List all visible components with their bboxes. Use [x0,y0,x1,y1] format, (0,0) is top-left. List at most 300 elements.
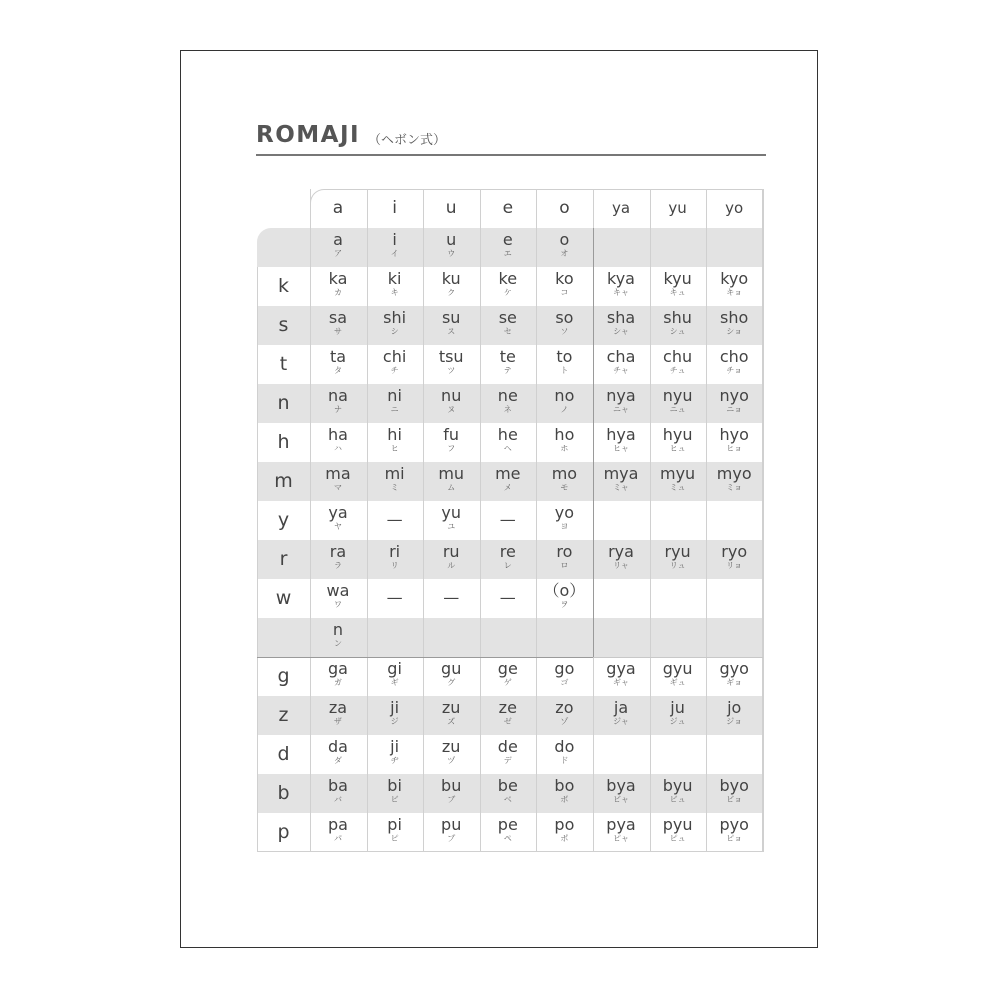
katakana-text: ズ [447,717,456,726]
romaji-text: de [497,737,518,756]
kana-cell [423,579,479,618]
romaji-text: pu [441,815,462,834]
kana-cell [706,267,762,306]
kana-cell [650,696,706,735]
katakana-text: ツ [447,366,456,375]
romaji-text: myu [659,464,696,483]
romaji-text: byo [719,776,749,795]
romaji-text: — [386,588,403,607]
kana-cell [536,384,592,423]
kana-cell [536,423,592,462]
kana-cell [536,735,592,774]
kana-cell [480,462,536,501]
kana-cell [367,345,423,384]
katakana-text: ン [334,639,342,648]
romaji-text: nyo [719,386,749,405]
kana-cell [310,696,366,735]
kana-cell [650,384,706,423]
romaji-text: hyu [662,425,693,444]
kana-cell [536,540,592,579]
kana-cell [310,501,366,540]
kana-cell [650,423,706,462]
katakana-text: ゴ [560,678,569,687]
kana-cell [480,345,536,384]
romaji-text: gu [441,659,462,678]
row-label: h [277,431,290,453]
romaji-text: to [556,347,573,366]
row-label: p [277,821,290,843]
romaji-text: bya [606,776,636,795]
romaji-text: zu [441,698,461,717]
kana-cell [310,345,366,384]
kana-cell [310,540,366,579]
romaji-text: mu [438,464,465,483]
romaji-text: ji [390,737,400,756]
kana-cell [706,384,762,423]
katakana-text: ノ [560,405,569,414]
column-header: yu [668,199,687,217]
romaji-text: ryo [721,542,748,561]
katakana-text: ヒャ [613,444,629,453]
column-header: a [332,198,344,218]
katakana-text: ビ [390,795,399,804]
kana-cell [480,735,536,774]
romaji-text: ki [387,269,402,288]
katakana-text: キャ [613,288,629,297]
katakana-text: ギャ [613,678,629,687]
romaji-text: ze [498,698,517,717]
kana-cell [536,501,592,540]
katakana-text: ム [447,483,456,492]
romaji-text: n [332,620,344,639]
katakana-text: ジャ [613,717,629,726]
katakana-text: ウ [447,249,456,258]
romaji-text: jo [727,698,742,717]
katakana-text: エ [503,249,512,258]
romaji-text: da [328,737,348,756]
katakana-text: ギュ [669,678,686,687]
romaji-text: fu [443,425,460,444]
romaji-text: re [499,542,516,561]
kana-cell [423,228,479,267]
kana-cell [706,813,762,852]
romaji-text: na [328,386,348,405]
romaji-text: zo [555,698,574,717]
romaji-text: yu [441,503,461,522]
kana-cell [423,735,479,774]
katakana-text: ガ [334,678,342,687]
romaji-text: shi [383,308,407,327]
kana-cell [367,306,423,345]
romaji-text: go [554,659,575,678]
kana-cell [536,462,592,501]
kana-cell [650,657,706,696]
katakana-text: ニ [390,405,399,414]
katakana-text: ニョ [726,405,743,414]
romaji-text: se [498,308,517,327]
kana-cell [310,657,366,696]
romaji-text: gi [387,659,402,678]
romaji-text: ke [498,269,518,288]
katakana-text: ザ [334,717,342,726]
romaji-text: nyu [662,386,693,405]
romaji-text: kyo [720,269,749,288]
katakana-text: ヨ [560,522,569,531]
kana-cell [423,696,479,735]
romaji-text: chu [663,347,693,366]
kana-cell [706,774,762,813]
row-label: g [277,665,290,687]
romaji-text: gyo [719,659,749,678]
kana-cell [593,774,649,813]
kana-cell [423,423,479,462]
kana-cell [310,306,366,345]
katakana-text: キョ [726,288,743,297]
katakana-text: ヤ [334,522,342,531]
katakana-text: ポ [560,834,569,843]
romaji-text: za [328,698,348,717]
katakana-text: セ [503,327,512,336]
kana-cell [706,462,762,501]
row-label: b [277,782,290,804]
katakana-text: ス [447,327,456,336]
romaji-text: hi [387,425,402,444]
kana-cell [480,696,536,735]
katakana-text: ヘ [503,444,512,453]
katakana-text: テ [503,366,512,375]
romaji-text: shu [663,308,692,327]
romaji-text: mo [551,464,578,483]
katakana-text: バ [334,795,342,804]
romaji-text: ne [497,386,518,405]
romaji-text: ko [555,269,574,288]
kana-cell [706,657,762,696]
romaji-text: gyu [662,659,693,678]
page-title: ROMAJI [256,122,361,148]
katakana-text: ト [560,366,569,375]
katakana-text: ヒ [390,444,399,453]
kana-cell [367,579,423,618]
katakana-text: リ [390,561,399,570]
kana-cell [367,501,423,540]
kana-cell [593,540,649,579]
row-label: r [279,548,288,570]
kana-cell [593,813,649,852]
romaji-text: ho [554,425,575,444]
katakana-text: ギ [390,678,399,687]
katakana-text: ハ [334,444,342,453]
katakana-text: ゲ [503,678,512,687]
kana-cell [310,774,366,813]
kana-cell [536,774,592,813]
romaji-text: sa [328,308,348,327]
katakana-text: ビュ [669,795,686,804]
katakana-text: デ [503,756,512,765]
katakana-text: ヂ [390,756,399,765]
romaji-text: be [497,776,518,795]
katakana-text: ミ [390,483,399,492]
katakana-text: ル [447,561,456,570]
katakana-text: ニュ [669,405,686,414]
katakana-text: シャ [613,327,629,336]
katakana-text: ギョ [726,678,743,687]
katakana-text: ピョ [726,834,743,843]
kana-cell [423,306,479,345]
kana-cell [367,774,423,813]
kana-cell [423,384,479,423]
kana-cell [536,657,592,696]
romaji-text: no [554,386,575,405]
katakana-text: ケ [503,288,512,297]
romaji-text: su [441,308,461,327]
katakana-text: ダ [334,756,342,765]
katakana-text: シ [390,327,399,336]
romaji-text: — [386,510,403,529]
romaji-text: ro [556,542,573,561]
kana-cell [480,384,536,423]
column-header: ya [611,199,631,217]
katakana-text: ク [447,288,456,297]
katakana-text: ジュ [669,717,686,726]
romaji-text: cha [606,347,636,366]
row-label: z [278,704,289,726]
kana-cell [480,228,536,267]
kana-cell [536,306,592,345]
kana-cell [706,306,762,345]
kana-cell [593,657,649,696]
kana-cell [593,423,649,462]
katakana-text: ヌ [447,405,456,414]
katakana-text: オ [560,249,569,258]
kana-cell [706,696,762,735]
katakana-text: サ [334,327,342,336]
row-label: t [279,353,288,375]
romaji-text: — [499,510,516,529]
katakana-text: チ [390,366,399,375]
column-header: o [559,198,570,218]
romaji-text: he [497,425,518,444]
row-label: n [277,392,290,414]
romaji-text: nya [606,386,636,405]
katakana-text: ソ [560,327,569,336]
katakana-text: ヅ [447,756,456,765]
romaji-text: cho [719,347,749,366]
row-label: m [274,470,293,492]
kana-cell [593,345,649,384]
kana-cell [423,774,479,813]
katakana-text: ベ [503,795,512,804]
kana-cell [367,735,423,774]
kana-cell [650,345,706,384]
kana-cell [310,618,366,657]
kana-cell [310,423,366,462]
romaji-text: mya [603,464,639,483]
romaji-text: a [333,230,343,249]
katakana-text: チョ [726,366,743,375]
katakana-text: コ [560,288,569,297]
romaji-text: sho [720,308,749,327]
katakana-text: ゼ [503,717,512,726]
column-header: u [445,198,457,218]
romaji-text: pi [387,815,402,834]
romaji-text: wa [326,581,350,600]
kana-cell [367,462,423,501]
kana-cell [367,540,423,579]
kana-cell [480,501,536,540]
kana-cell [423,345,479,384]
kana-cell [706,345,762,384]
kana-cell [367,228,423,267]
romaji-text: byu [662,776,693,795]
katakana-text: メ [503,483,512,492]
kana-cell [706,540,762,579]
romaji-text: do [554,737,575,756]
katakana-text: チャ [613,366,629,375]
katakana-text: シュ [669,327,686,336]
romaji-text: ha [328,425,348,444]
kana-cell [423,501,479,540]
column-header: e [502,198,514,218]
kana-cell [650,540,706,579]
kana-cell [367,267,423,306]
katakana-text: ピ [390,834,399,843]
kana-cell [650,813,706,852]
romaji-text: bo [554,776,575,795]
katakana-text: キ [390,288,399,297]
row-label: s [278,314,289,336]
romaji-text: ri [389,542,401,561]
romaji-text: ja [613,698,629,717]
column-header: yo [725,199,744,217]
romaji-text: ba [328,776,348,795]
romaji-text: ge [497,659,518,678]
katakana-text: リャ [613,561,629,570]
romaji-text: pa [328,815,348,834]
katakana-text: ニャ [613,405,629,414]
row-label: w [275,587,292,609]
romaji-text: ni [387,386,402,405]
katakana-text: ゾ [560,717,569,726]
katakana-text: カ [334,288,342,297]
kana-cell [536,345,592,384]
kana-cell [480,540,536,579]
kana-cell [367,813,423,852]
katakana-text: ミャ [613,483,629,492]
romaji-text: i [392,230,397,249]
romaji-text: me [495,464,521,483]
kana-cell [310,228,366,267]
katakana-text: ヒョ [726,444,743,453]
katakana-text: キュ [669,288,686,297]
katakana-text: プ [447,834,456,843]
kana-cell [367,696,423,735]
kana-cell [310,267,366,306]
row-label [257,618,310,657]
romaji-text: chi [382,347,407,366]
romaji-text: pyu [662,815,693,834]
katakana-text: モ [560,483,569,492]
katakana-text: ラ [334,561,342,570]
kana-cell [480,423,536,462]
kana-cell [536,228,592,267]
katakana-text: ビョ [726,795,743,804]
katakana-text: ワ [334,600,342,609]
kana-cell [423,540,479,579]
katakana-text: ネ [503,405,512,414]
kana-cell [310,735,366,774]
kana-cell [480,657,536,696]
kana-cell [480,306,536,345]
katakana-text: ヲ [560,600,569,609]
kana-cell [536,696,592,735]
kana-cell [536,579,592,618]
katakana-text: レ [503,561,512,570]
katakana-text: リュ [669,561,686,570]
romaji-text: o [559,230,570,249]
katakana-text: ピャ [613,834,629,843]
katakana-text: タ [334,366,342,375]
kana-cell [423,462,479,501]
katakana-text: ショ [726,327,743,336]
katakana-text: チュ [669,366,686,375]
romaji-text: tsu [438,347,464,366]
romaji-text: myo [716,464,752,483]
romaji-text: ka [328,269,348,288]
row-label [257,228,310,267]
romaji-text: e [502,230,513,249]
romaji-text: kyu [663,269,692,288]
katakana-text: ミュ [669,483,686,492]
kana-cell [310,579,366,618]
kana-cell [593,267,649,306]
katakana-text: グ [447,678,456,687]
row-label: y [277,509,290,531]
romaji-text: hya [606,425,636,444]
romaji-text: ra [329,542,347,561]
romaji-text: ya [328,503,348,522]
romaji-text: zu [441,737,461,756]
romaji-text: hyo [719,425,749,444]
katakana-text: ミョ [726,483,743,492]
katakana-text: ア [334,249,342,258]
romaji-text: rya [608,542,634,561]
romaji-text: ta [329,347,347,366]
kana-cell [536,813,592,852]
kana-cell [536,267,592,306]
katakana-text: ジ [390,717,399,726]
katakana-text: ペ [503,834,512,843]
romaji-text: pya [606,815,636,834]
katakana-text: ピュ [669,834,686,843]
kana-cell [367,657,423,696]
romaji-text: pyo [719,815,749,834]
romaji-text: — [499,588,516,607]
romaji-text: bu [441,776,462,795]
kana-cell [310,462,366,501]
katakana-text: ビャ [613,795,629,804]
romaji-text: ji [390,698,400,717]
romaji-text: bi [387,776,402,795]
column-header: i [392,198,397,218]
row-label: k [277,275,289,297]
kana-cell [480,774,536,813]
romaji-text: te [499,347,516,366]
kana-cell [423,657,479,696]
romaji-text: gya [606,659,636,678]
kana-cell [480,267,536,306]
katakana-text: ジョ [726,717,743,726]
romaji-text: nu [441,386,462,405]
